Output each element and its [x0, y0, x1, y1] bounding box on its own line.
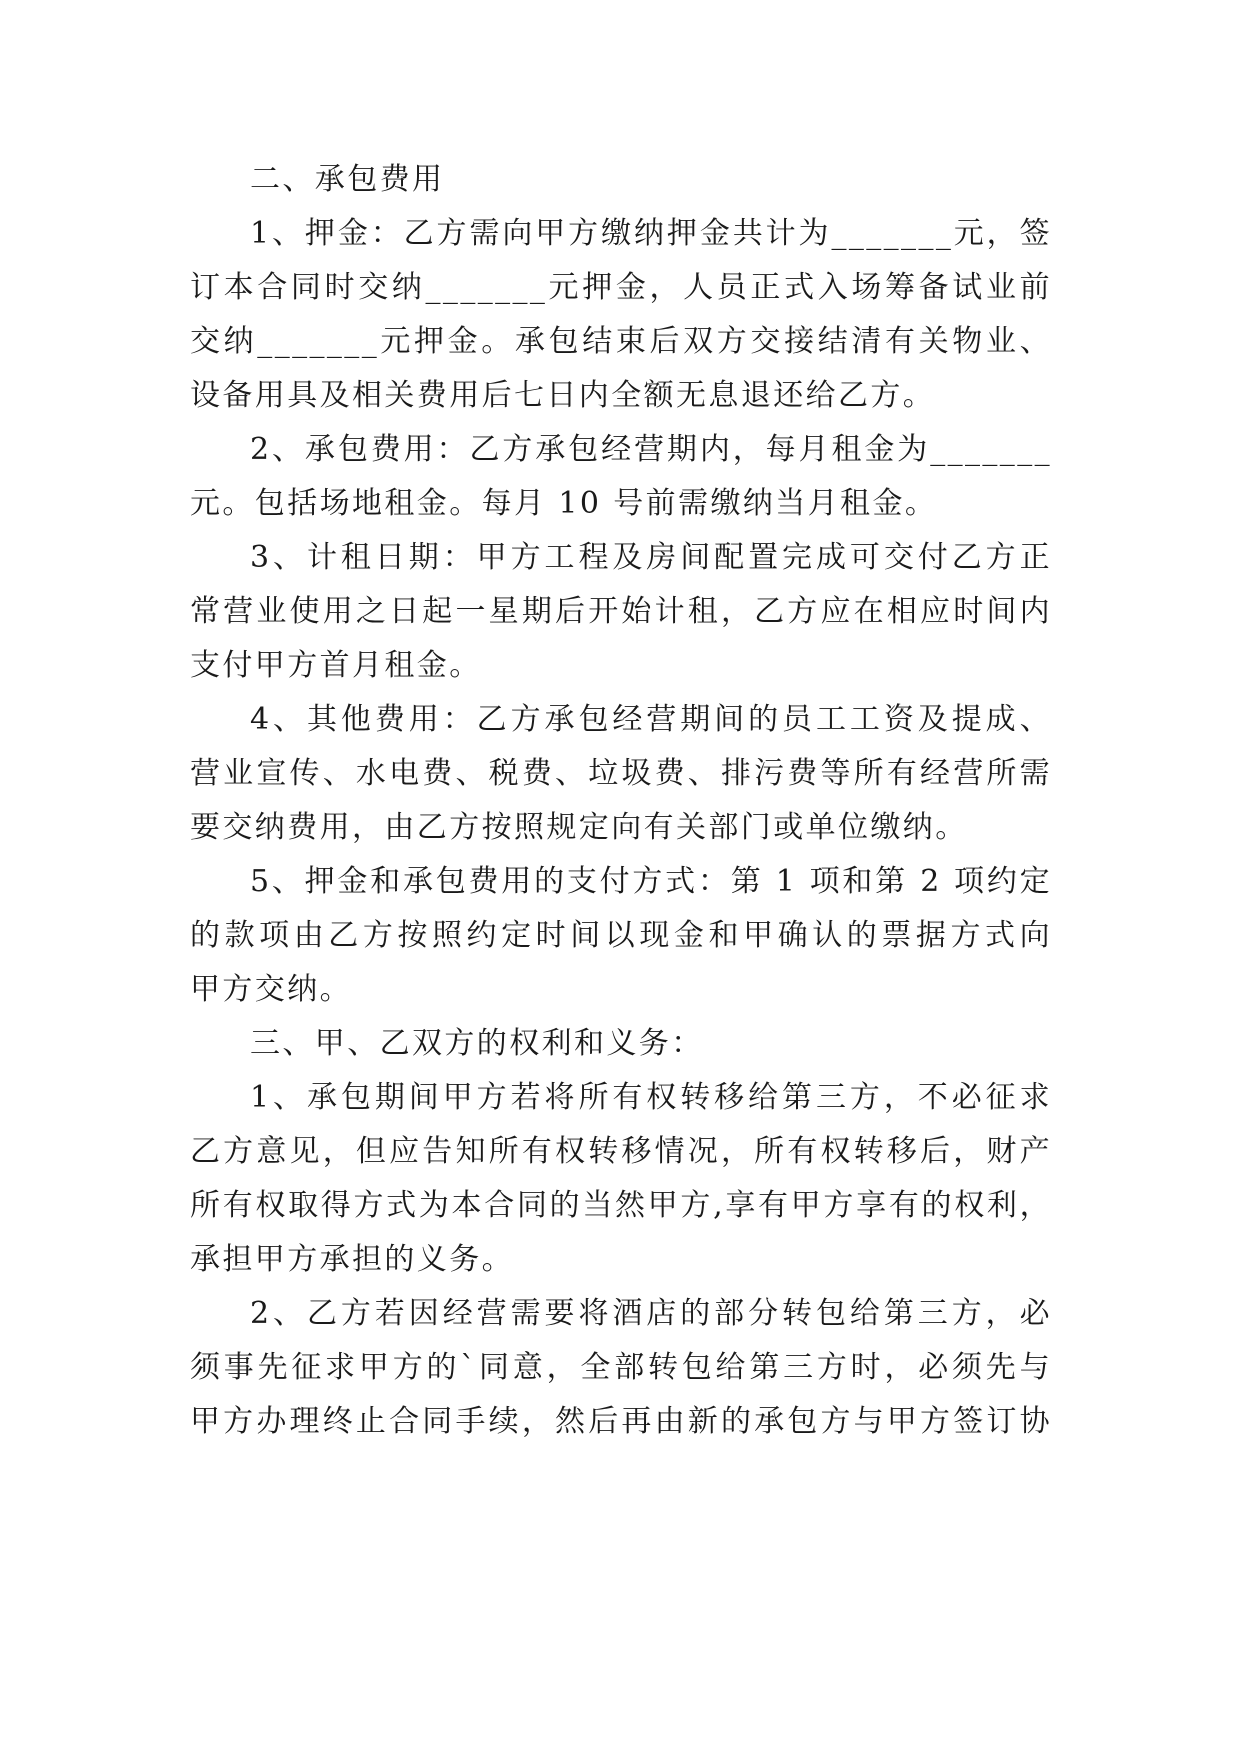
paragraph-line: 甲方交纳。	[190, 972, 352, 1007]
paragraph-line: 元。包括场地租金。每月 10 号前需缴纳当月租金。	[190, 486, 938, 521]
paragraph-line: 所有权取得方式为本合同的当然甲方,享有甲方享有的权利，	[190, 1188, 1052, 1223]
paragraph-line: 营业宣传、水电费、税费、垃圾费、排污费等所有经营所需	[190, 756, 1052, 791]
paragraph-line: 2、承包费用：乙方承包经营期内，每月租金为_______	[250, 432, 1052, 467]
paragraph-line: 常营业使用之日起一星期后开始计租，乙方应在相应时间内	[190, 594, 1052, 629]
paragraph-line: 5、押金和承包费用的支付方式：第 1 项和第 2 项约定	[250, 864, 1052, 899]
paragraph-line: 交纳_______元押金。承包结束后双方交接结清有关物业、	[190, 324, 1052, 359]
paragraph-line: 要交纳费用，由乙方按照规定向有关部门或单位缴纳。	[190, 810, 968, 845]
section-heading-fees: 二、承包费用	[250, 162, 445, 197]
paragraph-line: 1、承包期间甲方若将所有权转移给第三方，不必征求	[250, 1080, 1052, 1115]
paragraph-line: 乙方意见，但应告知所有权转移情况，所有权转移后，财产	[190, 1134, 1052, 1169]
paragraph-line: 2、乙方若因经营需要将酒店的部分转包给第三方，必	[250, 1296, 1052, 1331]
paragraph-line: 订本合同时交纳_______元押金，人员正式入场筹备试业前	[190, 270, 1052, 305]
paragraph-line: 3、计租日期：甲方工程及房间配置完成可交付乙方正	[250, 540, 1052, 575]
paragraph-line: 1、押金：乙方需向甲方缴纳押金共计为_______元，签	[250, 216, 1052, 251]
paragraph-line: 4、其他费用：乙方承包经营期间的员工工资及提成、	[250, 702, 1052, 737]
paragraph-line: 的款项由乙方按照约定时间以现金和甲确认的票据方式向	[190, 918, 1052, 953]
paragraph-line: 甲方办理终止合同手续，然后再由新的承包方与甲方签订协	[190, 1404, 1052, 1439]
paragraph-line: 须事先征求甲方的`同意，全部转包给第三方时，必须先与	[190, 1350, 1052, 1385]
paragraph-line: 承担甲方承担的义务。	[190, 1242, 514, 1277]
section-heading-rights: 三、甲、乙双方的权利和义务：	[250, 1026, 704, 1061]
paragraph-line: 设备用具及相关费用后七日内全额无息退还给乙方。	[190, 378, 936, 413]
paragraph-line: 支付甲方首月租金。	[190, 648, 482, 683]
